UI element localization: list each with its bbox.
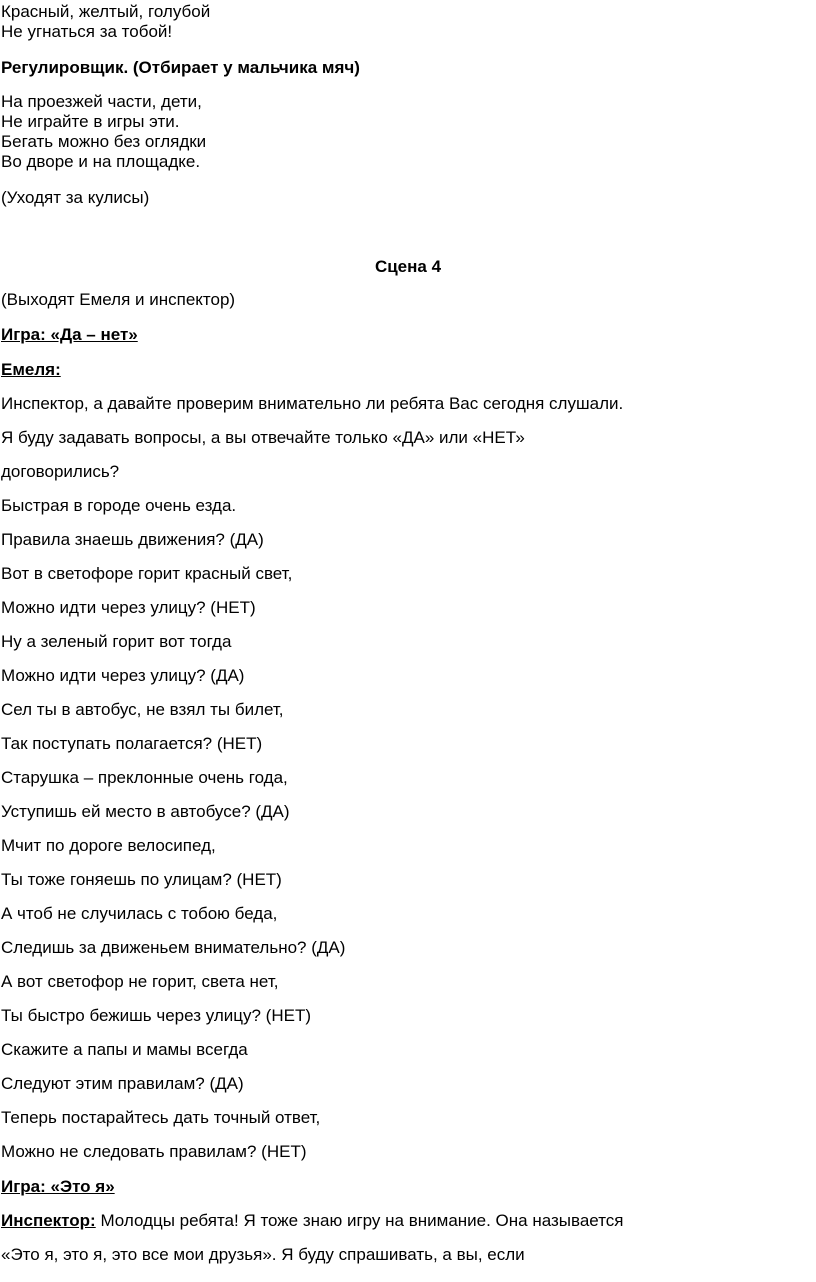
dialogue-line: Инспектор, а давайте проверим внимательно ли ребята Вас сегодня слушали. (1, 394, 624, 413)
dialogue-line: Уступишь ей место в автобусе? (ДА) (1, 802, 290, 821)
dialogue-line: Так поступать полагается? (НЕТ) (1, 734, 263, 753)
intro-line-1: Красный, желтый, голубой (1, 2, 211, 21)
inspector-text: Молодцы ребята! Я тоже знаю игру на внимание. Она называется (95, 1211, 624, 1230)
dialogue-line: Правила знаешь движения? (ДА) (1, 530, 264, 549)
verse-line: Бегать можно без оглядки (1, 132, 207, 151)
speaker-inspector: Инспектор: (1, 1211, 96, 1230)
dialogue-line: Следуют этим правилам? (ДА) (1, 1074, 244, 1093)
dialogue-line: Быстрая в городе очень езда. (1, 496, 237, 515)
dialogue-line: Вот в светофоре горит красный свет, (1, 564, 293, 583)
inspector-paragraph (1, 1211, 624, 1231)
scene-title: Сцена 4 (374, 257, 442, 276)
dialogue-line: Я буду задавать вопросы, а вы отвечайте только «ДА» или «НЕТ» (1, 428, 525, 447)
dialogue-line: Следишь за движеньем внимательно? (ДА) (1, 938, 346, 957)
verse-line: Не играйте в игры эти. (1, 112, 180, 131)
verse-line: На проезжей части, дети, (1, 92, 202, 111)
dialogue-line: Сел ты в автобус, не взял ты билет, (1, 700, 284, 719)
dialogue-line: Скажите а папы и мамы всегда (1, 1040, 248, 1059)
regulator-heading: Регулировщик. (Отбирает у мальчика мяч) (1, 58, 360, 77)
stage-direction: (Уходят за кулисы) (1, 188, 150, 207)
game-title-its-me: Игра: «Это я» (1, 1177, 115, 1196)
dialogue-line: договорились? (1, 462, 120, 481)
verse-line: Во дворе и на площадке. (1, 152, 201, 171)
dialogue-line: Теперь постарайтесь дать точный ответ, (1, 1108, 321, 1127)
speaker-emelya: Емеля: (1, 360, 61, 379)
dialogue-line: Старушка – преклонные очень года, (1, 768, 288, 787)
game-title-yes-no: Игра: «Да – нет» (1, 325, 138, 344)
dialogue-line: Ты тоже гоняешь по улицам? (НЕТ) (1, 870, 282, 889)
dialogue-line: Можно идти через улицу? (НЕТ) (1, 598, 256, 617)
dialogue-line: Можно идти через улицу? (ДА) (1, 666, 245, 685)
inspector-last-line: «Это я, это я, это все мои друзья». Я буду спрашивать, а вы, если (1, 1245, 525, 1264)
intro-line-2: Не угнаться за тобой! (1, 22, 173, 41)
dialogue-line: Мчит по дороге велосипед, (1, 836, 216, 855)
dialogue-line: А чтоб не случилась с тобою беда, (1, 904, 278, 923)
scene-direction: (Выходят Емеля и инспектор) (1, 290, 236, 309)
dialogue-line: Ну а зеленый горит вот тогда (1, 632, 232, 651)
dialogue-line: Ты быстро бежишь через улицу? (НЕТ) (1, 1006, 311, 1025)
dialogue-line: А вот светофор не горит, света нет, (1, 972, 279, 991)
dialogue-line: Можно не следовать правилам? (НЕТ) (1, 1142, 307, 1161)
